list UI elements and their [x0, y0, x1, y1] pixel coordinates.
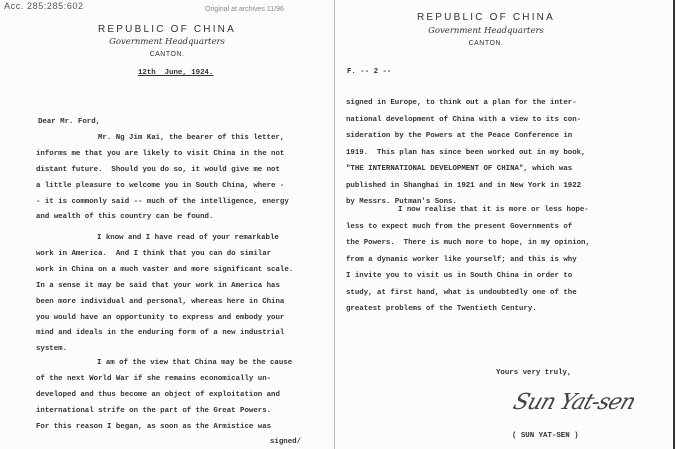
letter-line: sideration by the Powers at the Peace Conference in — [346, 132, 573, 140]
archive-original-note: Original at archives 11/96 — [205, 6, 284, 13]
letter-line: informs me that you are likely to visit China in the not — [36, 150, 285, 158]
letterhead-subtitle: Government Headquarters — [428, 26, 544, 36]
letter-line: For this reason I began, as soon as the Armistice was — [36, 423, 272, 431]
letter-line: system. — [36, 345, 68, 353]
letter-line: national development of China with a view to its con- — [346, 116, 582, 124]
letter-line: - it is commonly said -- much of the intelligence, energy — [36, 198, 289, 206]
salutation: Dear Mr. Ford, — [38, 118, 101, 126]
letter-line: study, at first hand, what is undoubtedly one of the — [346, 289, 577, 297]
letter-line: international strife on the part of the Great Powers. — [36, 407, 272, 415]
signature: Sun Yat-sen — [509, 390, 639, 415]
letter-line: you would have an opportunity to express and embody your — [36, 314, 285, 322]
letter-line: I know and I have read of your remarkable — [97, 234, 279, 242]
letter-line: by Messrs. Putman's Sons. — [346, 198, 457, 206]
letter-line: the Powers. There is much more to hope, in my opinion, — [346, 239, 590, 247]
letter-line: I am of the view that China may be the cause — [97, 359, 293, 367]
letter-page-2 — [336, 0, 675, 449]
letter-line: developed and thus become an object of exploitation and — [36, 391, 280, 399]
letter-line: 1919. This plan has since been worked out in my book, — [346, 149, 586, 157]
letter-line: less to expect much from the present Governments of — [346, 223, 573, 231]
archive-accession-note: Acc. 285:285:602 — [4, 1, 84, 11]
letter-line: I invite you to visit us in South China in order to — [346, 272, 573, 280]
letter-line: work in China on a much vaster and more significant scale. — [36, 266, 294, 274]
letter-page-1 — [0, 0, 335, 449]
letter-line: In a sense it may be said that your work in America has — [36, 282, 280, 290]
letter-line: signed in Europe, to think out a plan for the inter- — [346, 99, 577, 107]
letter-line: distant future. Should you do so, it would give me not — [36, 166, 280, 174]
letterhead-title: REPUBLIC OF CHINA — [98, 24, 236, 35]
letter-line: greatest problems of the Twentieth Century. — [346, 305, 537, 313]
letter-line: mind and ideals in the enduring form of a new industrial — [36, 329, 285, 337]
letter-line: and wealth of this country can be found. — [36, 213, 214, 221]
letterhead-subtitle: Government Headquarters — [109, 37, 225, 47]
letter-line: work in America. And I think that you can do similar — [36, 250, 272, 258]
letter-line: published in Shanghai in 1921 and in New York in 1922 — [346, 182, 582, 190]
letter-line: been more individual and personal, whereas here in China — [36, 298, 285, 306]
closing: Yours very truly, — [496, 369, 572, 377]
letterhead-city: CANTON. — [149, 51, 185, 58]
page-marker: F. -- 2 -- — [347, 68, 392, 76]
letter-line: Mr. Ng Jim Kai, the bearer of this letter, — [98, 134, 285, 142]
letter-line: I now realise that it is more or less hope- — [398, 206, 589, 214]
typed-name: ( SUN YAT-SEN ) — [512, 432, 579, 440]
letterhead-title: REPUBLIC OF CHINA — [417, 12, 555, 23]
letterhead-city: CANTON. — [468, 40, 504, 47]
letter-date: 12th June, 1924. — [138, 69, 214, 77]
letter-line: "THE INTERNATIONAL DEVELOPMENT OF CHINA", which was — [346, 165, 573, 173]
letter-line: of the next World War if she remains economically un- — [36, 375, 272, 383]
letter-line: a little pleasure to welcome you in South China, where - — [36, 182, 285, 190]
letter-line: from a dynamic worker like yourself; and this is why — [346, 256, 577, 264]
letter-line: signed/ — [270, 438, 302, 446]
